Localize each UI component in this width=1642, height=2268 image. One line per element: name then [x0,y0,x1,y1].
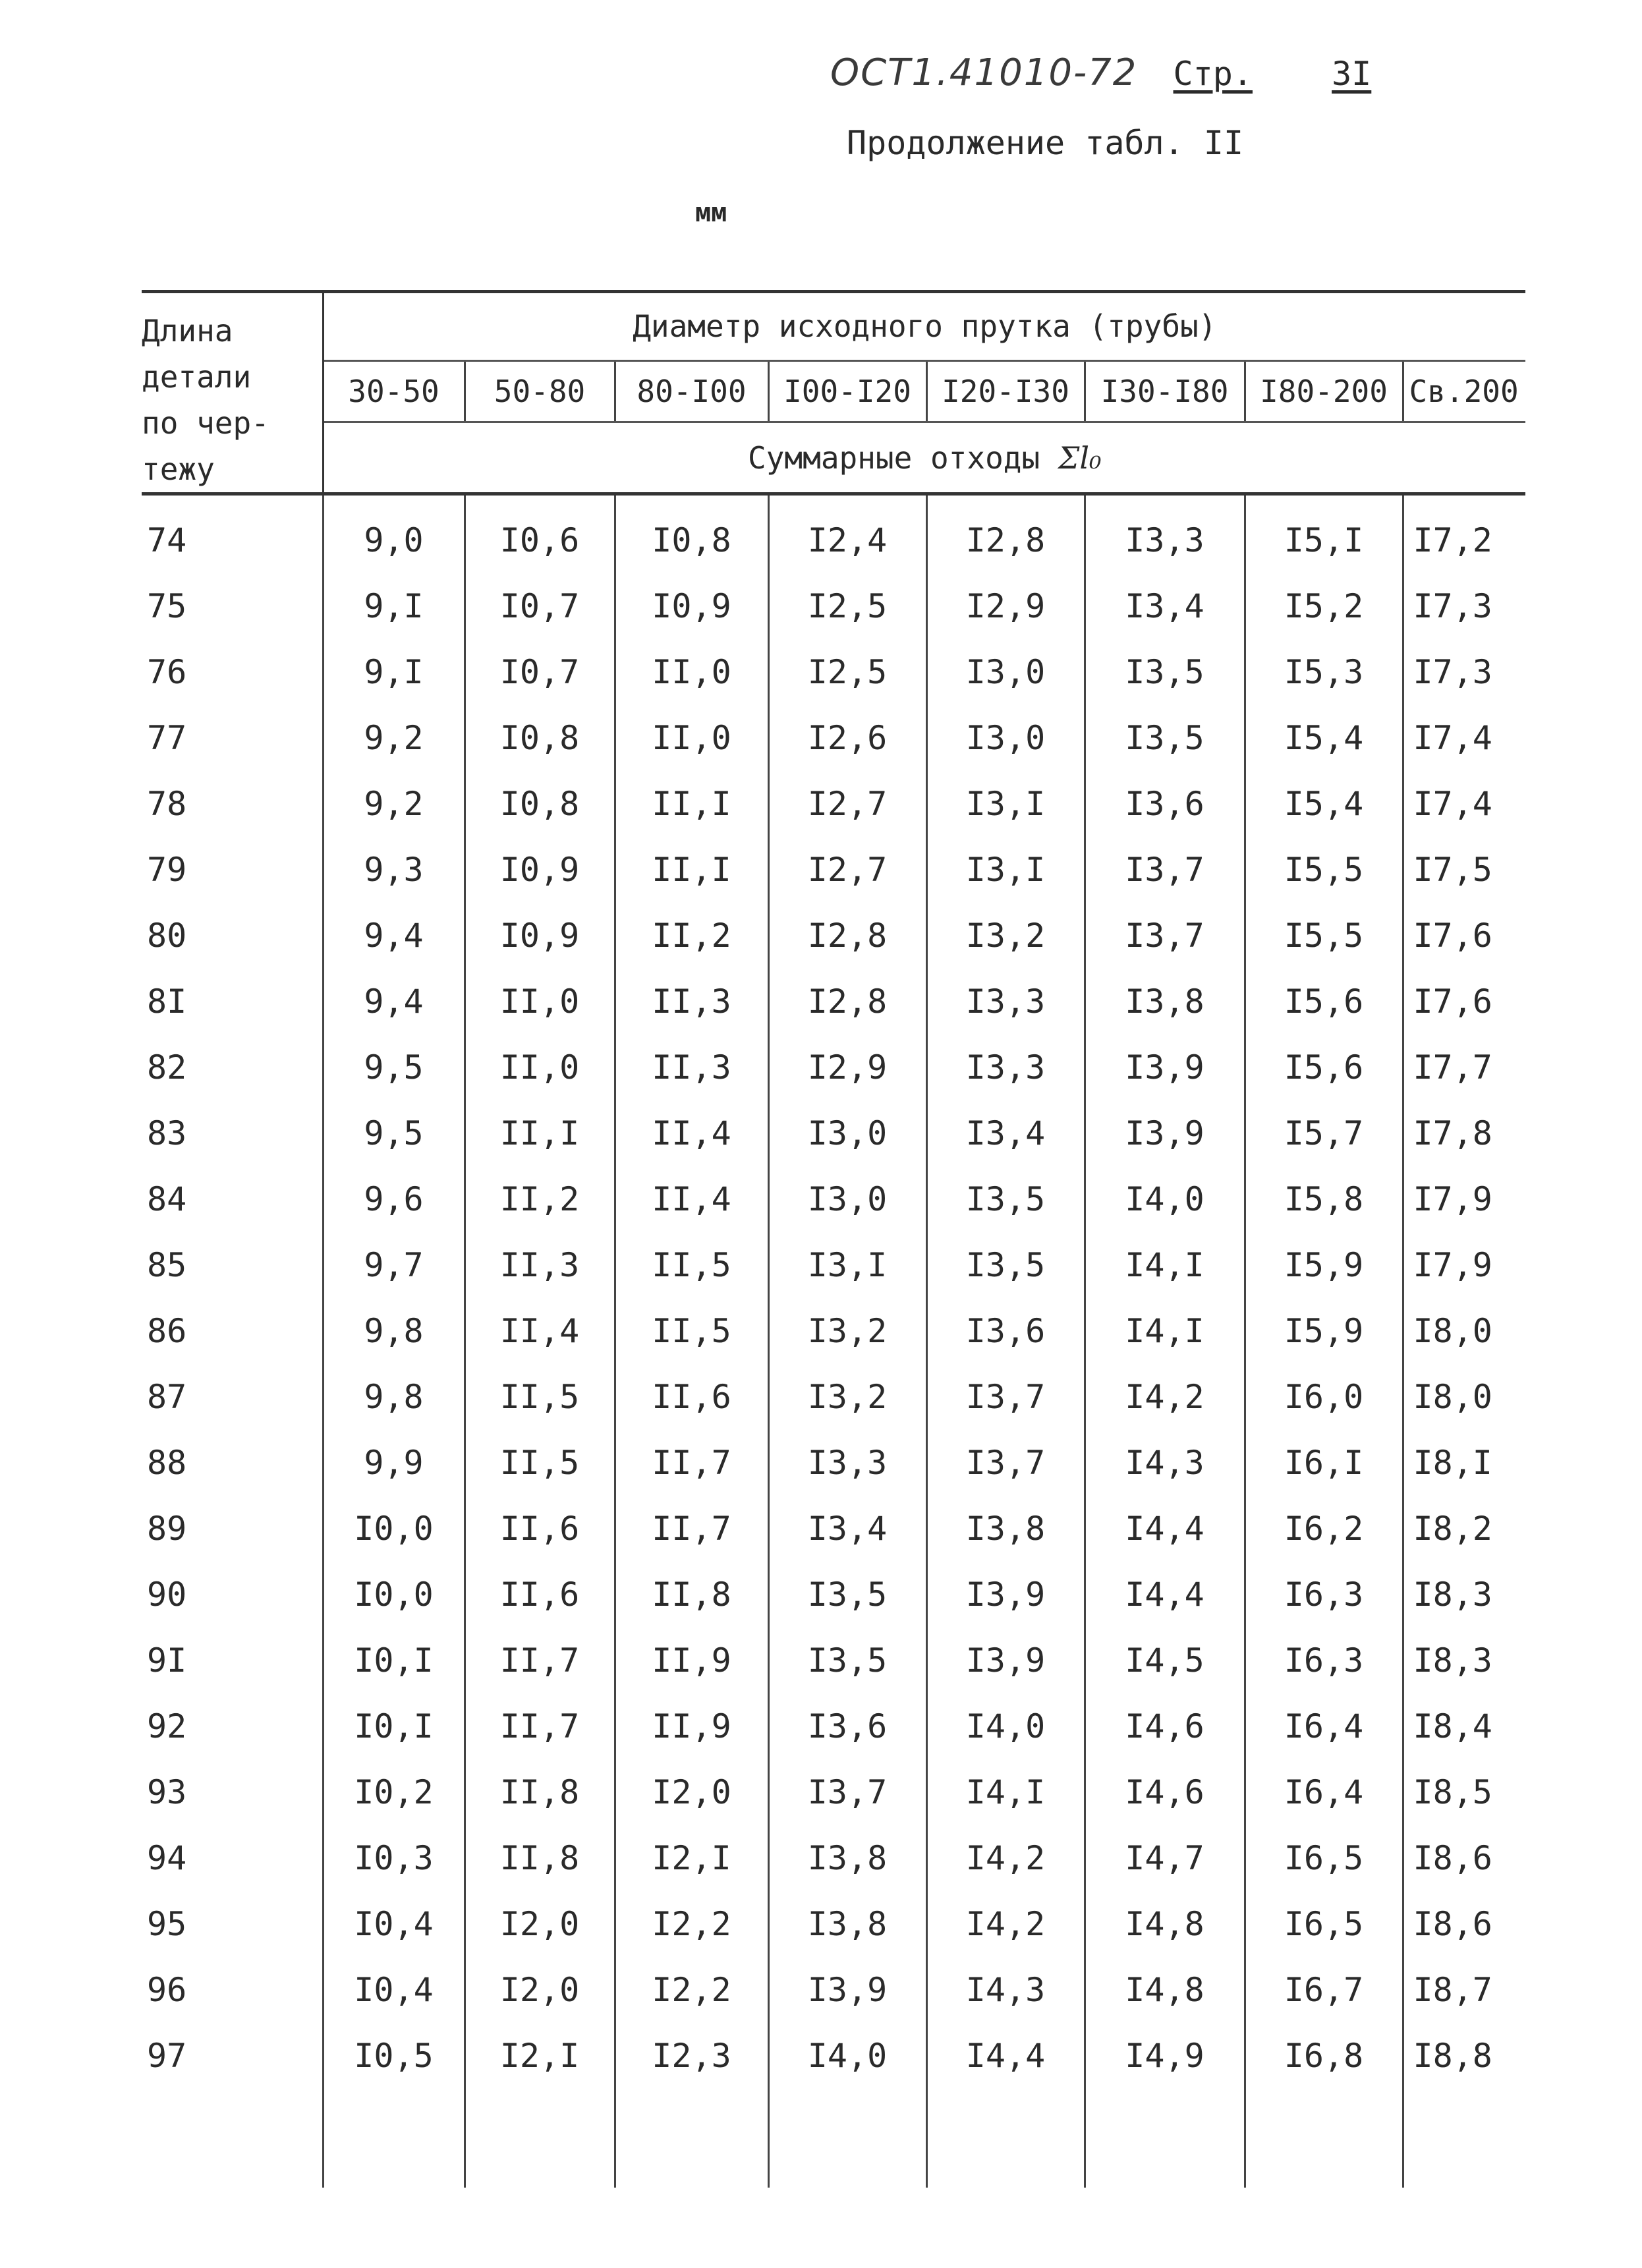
waste-value-cell: II,6 [465,1496,615,1562]
waste-value-cell: I8,3 [1413,1641,1492,1680]
waste-value-cell: I3,I [926,771,1085,837]
diameter-ranges-row [142,360,1525,422]
waste-value-cell: I4,I [926,1759,1085,1825]
waste-value-cell: I0,8 [615,494,768,574]
waste-value-cell: II,I [465,1100,615,1166]
waste-value-cell: I5,7 [1245,1100,1403,1166]
table-row [142,1298,1525,1364]
waste-value-cell: I5,5 [1245,903,1403,969]
diameter-range-header: I80-200 [1245,360,1403,422]
table-row [142,903,1525,969]
waste-value-cell: I5,8 [1245,1166,1403,1232]
empty-cell [1403,2089,1525,2188]
table-row [142,1035,1525,1100]
table-row [142,1628,1525,1693]
waste-value-cell: 9,3 [323,837,465,903]
waste-value-cell: I6,I [1245,1430,1403,1496]
detail-length-cell: 74 [142,494,323,574]
waste-value-cell: I3,I [926,837,1085,903]
detail-length-cell: 90 [142,1562,323,1628]
waste-value-cell: I3,8 [768,1825,926,1891]
detail-length-cell: 89 [142,1496,323,1562]
waste-value-cell: I0,0 [323,1496,465,1562]
length-header-line: тежу [142,451,215,487]
waste-value-cell: I0,3 [323,1825,465,1891]
detail-length-cell: 86 [142,1298,323,1364]
waste-value-cell: I0,7 [465,639,615,705]
waste-value-cell: I7,8 [1413,1114,1492,1152]
table-row [142,1891,1525,1957]
detail-length-cell: 95 [142,1891,323,1957]
detail-length-cell: 85 [142,1232,323,1298]
waste-value-cell: I6,5 [1245,1891,1403,1957]
table-filler-row [142,2089,1525,2188]
detail-length-cell: 76 [142,639,323,705]
waste-value-cell: I3,9 [768,1957,926,2023]
waste-value-cell: II,0 [465,969,615,1035]
table-row [142,1759,1525,1825]
diameter-range-header: I00-I20 [768,360,926,422]
detail-length-cell: 78 [142,771,323,837]
waste-value-cell: I3,6 [1085,771,1245,837]
waste-value-cell: 9,I [323,639,465,705]
waste-value-cell: I4,6 [1085,1759,1245,1825]
waste-value-cell: II,8 [615,1562,768,1628]
waste-value-cell: I3,9 [1085,1100,1245,1166]
waste-value-cell: I6,4 [1245,1693,1403,1759]
diameter-range-header: I20-I30 [926,360,1085,422]
waste-value-cell: 9,2 [323,705,465,771]
waste-value-cell: I3,3 [926,969,1085,1035]
waste-value-cell: I0,8 [465,705,615,771]
waste-value-cell: I4,2 [926,1891,1085,1957]
waste-value-cell: I2,5 [768,639,926,705]
diameter-header: Диаметр исходного прутка (трубы) [323,292,1525,361]
waste-value-cell: I5,5 [1245,837,1403,903]
waste-value-cell: II,4 [615,1166,768,1232]
waste-value-cell: II,4 [465,1298,615,1364]
waste-value-cell: II,9 [615,1628,768,1693]
page-label: Стр. [1173,55,1253,93]
waste-value-cell: II,I [615,771,768,837]
waste-value-cell: 9,7 [323,1232,465,1298]
waste-value-cell: I2,0 [465,1957,615,2023]
waste-value-cell: I0,8 [465,771,615,837]
waste-value-cell: I5,I [1245,494,1403,574]
waste-value-cell: I7,4 [1413,719,1492,757]
waste-value-cell: I7,3 [1413,587,1492,625]
length-header-line: по чер- [142,405,269,441]
detail-length-cell: 94 [142,1825,323,1891]
waste-value-cell: I3,8 [768,1891,926,1957]
detail-length-cell: 8I [142,969,323,1035]
detail-length-cell: 84 [142,1166,323,1232]
waste-value-cell: I4,0 [768,2023,926,2089]
waste-value-cell: I6,7 [1245,1957,1403,2023]
waste-value-cell: I0,4 [323,1891,465,1957]
waste-value-cell: II,7 [465,1693,615,1759]
waste-value-cell: I6,3 [1245,1628,1403,1693]
waste-value-cell: I7,4 [1413,785,1492,823]
waste-value-cell: I4,4 [1085,1562,1245,1628]
empty-cell [465,2089,615,2188]
table-body [142,494,1525,2188]
waste-value-cell: I7,9 [1413,1180,1492,1218]
waste-value-cell: I3,4 [926,1100,1085,1166]
waste-value-cell: I2,8 [926,494,1085,574]
waste-value-cell: I3,3 [926,1035,1085,1100]
total-waste-header [323,422,1525,494]
waste-value-cell: I3,8 [1085,969,1245,1035]
waste-value-cell: I4,5 [1085,1628,1245,1693]
waste-value-cell: II,0 [615,639,768,705]
waste-value-cell: 9,I [323,573,465,639]
waste-value-cell: II,4 [615,1100,768,1166]
total-waste-label: Суммарные отходы [748,439,1058,476]
empty-cell [142,2089,323,2188]
diameter-range-header: 80-I00 [615,360,768,422]
waste-value-cell: I8,5 [1413,1773,1492,1811]
waste-value-cell: I4,3 [926,1957,1085,2023]
waste-value-cell: I4,4 [926,2023,1085,2089]
waste-value-cell: I6,2 [1245,1496,1403,1562]
waste-value-cell: I8,I [1413,1444,1492,1482]
table-row [142,1957,1525,2023]
waste-value-cell: I3,4 [1085,573,1245,639]
waste-value-cell: I0,I [323,1628,465,1693]
table-row [142,639,1525,705]
waste-value-cell: I6,0 [1245,1364,1403,1430]
detail-length-cell: 80 [142,903,323,969]
waste-value-cell: I3,2 [926,903,1085,969]
waste-value-cell: I2,6 [768,705,926,771]
detail-length-cell: 82 [142,1035,323,1100]
waste-value-cell: II,3 [615,1035,768,1100]
waste-value-cell: I2,I [615,1825,768,1891]
waste-value-cell: I0,9 [615,573,768,639]
waste-value-cell: II,I [615,837,768,903]
waste-value-cell: II,9 [615,1693,768,1759]
waste-value-cell: I8,0 [1413,1378,1492,1416]
table-row [142,705,1525,771]
diameter-range-header: I30-I80 [1085,360,1245,422]
unit-label: мм [695,198,727,228]
waste-value-cell: I7,9 [1413,1246,1492,1284]
waste-value-cell: I8,0 [1413,1312,1492,1350]
waste-value-cell: I3,9 [1085,1035,1245,1100]
waste-value-cell: I4,2 [1085,1364,1245,1430]
waste-value-cell: I4,8 [1085,1891,1245,1957]
table-row [142,1562,1525,1628]
table-row [142,1825,1525,1891]
diameter-range-header: Св.200 [1403,360,1525,422]
waste-value-cell: I0,9 [465,903,615,969]
waste-value-cell: II,7 [615,1496,768,1562]
waste-value-cell: I5,2 [1245,573,1403,639]
waste-value-cell: I2,7 [768,771,926,837]
table-row [142,1496,1525,1562]
table-row [142,494,1525,574]
waste-value-cell: I3,6 [926,1298,1085,1364]
table-row [142,969,1525,1035]
waste-value-cell: I4,4 [1085,1496,1245,1562]
waste-value-cell: I3,0 [926,639,1085,705]
waste-value-cell: I6,3 [1245,1562,1403,1628]
waste-value-cell: I8,4 [1413,1707,1492,1745]
waste-value-cell: II,5 [465,1364,615,1430]
detail-length-cell: 87 [142,1364,323,1430]
empty-cell [768,2089,926,2188]
waste-value-cell: I2,9 [926,573,1085,639]
waste-value-cell: I4,7 [1085,1825,1245,1891]
waste-value-cell: I6,8 [1245,2023,1403,2089]
diameter-range-header: 50-80 [465,360,615,422]
table-row [142,1364,1525,1430]
waste-value-cell: 9,0 [323,494,465,574]
waste-value-cell: I3,0 [768,1100,926,1166]
table-row [142,837,1525,903]
diameter-range-header: 30-50 [323,360,465,422]
waste-value-cell: I4,3 [1085,1430,1245,1496]
waste-value-cell: I8,7 [1413,1971,1492,2009]
waste-value-cell: I2,0 [465,1891,615,1957]
waste-value-cell: II,6 [465,1562,615,1628]
waste-value-cell: I6,4 [1245,1759,1403,1825]
waste-value-cell: I2,4 [768,494,926,574]
waste-value-cell: 9,8 [323,1298,465,1364]
waste-value-cell: I7,2 [1413,521,1492,559]
waste-value-cell: I0,4 [323,1957,465,2023]
empty-cell [926,2089,1085,2188]
waste-value-cell: I3,9 [926,1562,1085,1628]
waste-value-cell: I3,0 [926,705,1085,771]
detail-length-cell: 75 [142,573,323,639]
detail-length-cell: 9I [142,1628,323,1693]
waste-value-cell: II,8 [465,1825,615,1891]
detail-length-cell: 88 [142,1430,323,1496]
waste-value-cell: I4,9 [1085,2023,1245,2089]
waste-value-cell: I3,7 [926,1430,1085,1496]
waste-value-cell: I2,I [465,2023,615,2089]
waste-value-cell: 9,4 [323,903,465,969]
waste-value-cell: I2,0 [615,1759,768,1825]
waste-value-cell: I3,9 [926,1628,1085,1693]
waste-value-cell: II,2 [465,1166,615,1232]
waste-value-cell: I6,5 [1245,1825,1403,1891]
waste-value-cell: I3,7 [1085,903,1245,969]
waste-value-cell: I5,4 [1245,771,1403,837]
waste-value-cell: 9,9 [323,1430,465,1496]
waste-value-cell: I5,4 [1245,705,1403,771]
waste-value-cell: II,0 [465,1035,615,1100]
waste-value-cell: I5,9 [1245,1298,1403,1364]
waste-value-cell: I2,2 [615,1891,768,1957]
waste-value-cell: I5,9 [1245,1232,1403,1298]
empty-cell [615,2089,768,2188]
waste-value-cell: I3,3 [768,1430,926,1496]
waste-value-cell: II,8 [465,1759,615,1825]
empty-cell [1245,2089,1403,2188]
waste-value-cell: I0,6 [465,494,615,574]
waste-value-cell: I2,3 [615,2023,768,2089]
waste-symbol: Σl₀ [1058,439,1102,476]
waste-value-cell: I3,7 [926,1364,1085,1430]
table-row [142,1693,1525,1759]
waste-value-cell: I4,0 [1085,1166,1245,1232]
waste-value-cell: I2,5 [768,573,926,639]
waste-value-cell: II,5 [615,1298,768,1364]
waste-value-cell: I2,2 [615,1957,768,2023]
length-column-header [142,292,323,494]
waste-value-cell: I3,I [768,1232,926,1298]
table-continuation-title: Продолжение табл. II [847,124,1244,162]
table-row [142,771,1525,837]
waste-value-cell: I4,I [1085,1298,1245,1364]
waste-value-cell: I4,6 [1085,1693,1245,1759]
waste-value-cell: II,7 [615,1430,768,1496]
waste-value-cell: I3,4 [768,1496,926,1562]
waste-value-cell: II,5 [615,1232,768,1298]
page-number: 3I [1332,55,1372,93]
table-row [142,1232,1525,1298]
waste-value-cell: I4,8 [1085,1957,1245,2023]
waste-value-cell: I2,8 [768,969,926,1035]
waste-value-cell: I7,7 [1413,1048,1492,1087]
waste-value-cell: I8,8 [1413,2037,1492,2075]
standard-code: ОСТ1.41010-72 [830,51,1138,94]
table-row [142,1430,1525,1496]
detail-length-cell: 92 [142,1693,323,1759]
length-header-line: Длина [142,313,233,349]
waste-value-cell: I3,3 [1085,494,1245,574]
waste-value-cell: I2,9 [768,1035,926,1100]
waste-value-cell: I3,5 [926,1232,1085,1298]
waste-value-cell: 9,4 [323,969,465,1035]
waste-value-cell: I4,0 [926,1693,1085,1759]
waste-value-cell: 9,5 [323,1100,465,1166]
table-row [142,573,1525,639]
waste-value-cell: I3,8 [926,1496,1085,1562]
waste-value-cell: I3,6 [768,1693,926,1759]
waste-value-cell: I2,8 [768,903,926,969]
waste-value-cell: II,3 [465,1232,615,1298]
table-row [142,2023,1525,2089]
waste-value-cell: I8,3 [1413,1575,1492,1614]
waste-value-cell: I3,7 [1085,837,1245,903]
waste-value-cell: I0,9 [465,837,615,903]
waste-value-cell: I4,2 [926,1825,1085,1891]
waste-value-cell: I8,6 [1413,1839,1492,1877]
waste-value-cell: 9,5 [323,1035,465,1100]
waste-value-cell: I3,7 [768,1759,926,1825]
waste-value-cell: I5,6 [1245,1035,1403,1100]
detail-length-cell: 97 [142,2023,323,2089]
waste-value-cell: 9,2 [323,771,465,837]
waste-value-cell: II,3 [615,969,768,1035]
waste-value-cell: I0,2 [323,1759,465,1825]
detail-length-cell: 96 [142,1957,323,2023]
detail-length-cell: 79 [142,837,323,903]
waste-value-cell: I5,3 [1245,639,1403,705]
table-row [142,1100,1525,1166]
waste-value-cell: I3,5 [768,1562,926,1628]
empty-cell [1085,2089,1245,2188]
waste-value-cell: I7,6 [1413,982,1492,1021]
waste-value-cell: I0,7 [465,573,615,639]
waste-value-cell: II,2 [615,903,768,969]
waste-value-cell: 9,6 [323,1166,465,1232]
waste-value-cell: 9,8 [323,1364,465,1430]
waste-value-cell: I2,7 [768,837,926,903]
waste-value-cell: I4,I [1085,1232,1245,1298]
waste-value-cell: I0,0 [323,1562,465,1628]
waste-table [142,290,1525,2188]
waste-value-cell: I3,5 [926,1166,1085,1232]
waste-value-cell: I0,5 [323,2023,465,2089]
detail-length-cell: 77 [142,705,323,771]
waste-value-cell: I3,5 [1085,705,1245,771]
waste-value-cell: I0,I [323,1693,465,1759]
waste-value-cell: I8,6 [1413,1905,1492,1943]
waste-value-cell: I3,2 [768,1298,926,1364]
waste-value-cell: I3,2 [768,1364,926,1430]
waste-value-cell: II,7 [465,1628,615,1693]
waste-value-cell: I7,3 [1413,653,1492,691]
waste-value-cell: II,6 [615,1364,768,1430]
detail-length-cell: 93 [142,1759,323,1825]
waste-value-cell: I7,6 [1413,917,1492,955]
waste-value-cell: I3,5 [768,1628,926,1693]
waste-value-cell: I8,2 [1413,1510,1492,1548]
detail-length-cell: 83 [142,1100,323,1166]
waste-value-cell: I5,6 [1245,969,1403,1035]
waste-value-cell: II,0 [615,705,768,771]
table-row [142,1166,1525,1232]
empty-cell [323,2089,465,2188]
document-header [830,51,1371,94]
waste-value-cell: I3,5 [1085,639,1245,705]
waste-value-cell: I7,5 [1413,851,1492,889]
length-header-line: детали [142,359,252,395]
waste-value-cell: II,5 [465,1430,615,1496]
waste-value-cell: I3,0 [768,1166,926,1232]
